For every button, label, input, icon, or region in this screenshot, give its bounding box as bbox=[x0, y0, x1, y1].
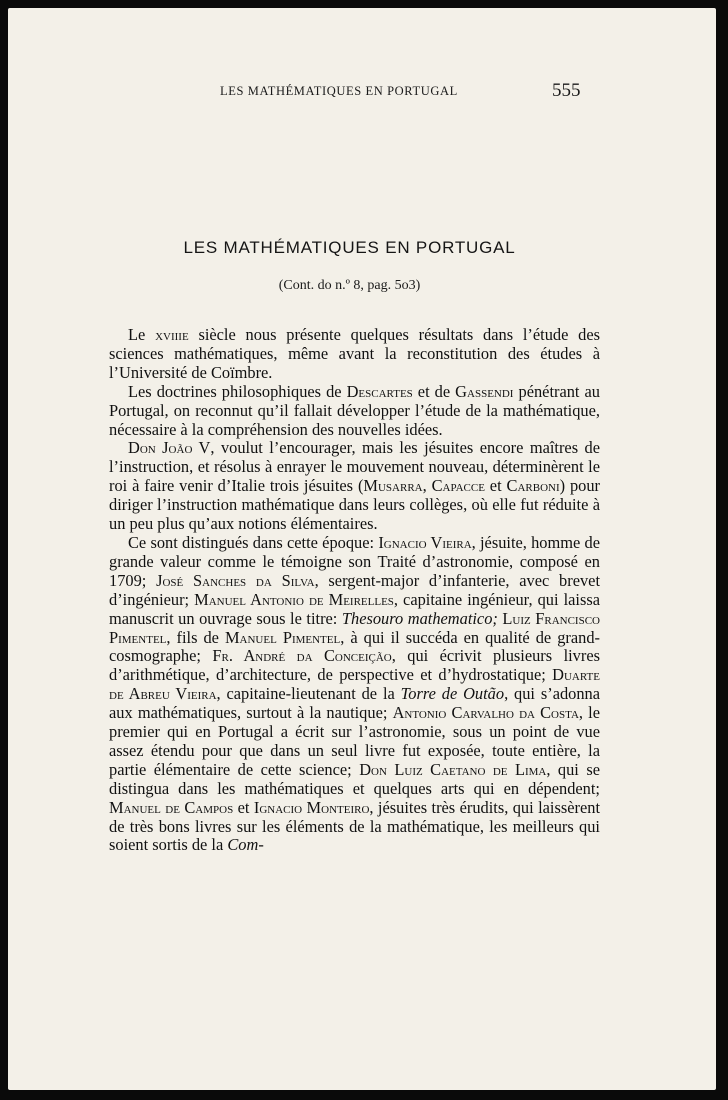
text-run: et bbox=[233, 797, 254, 817]
proper-name: Manuel de Campos bbox=[109, 797, 234, 817]
text-run: , voulut l’encourager, mais les jésuites encore maîtres de l’instruction, et résolus à enrayer le mouvement nouveau, déterminèrent le roi à faire venir d’Italie trois jésuites ( bbox=[109, 438, 600, 496]
text-run: , jésuites très érudits, qui laissèrent de très bons livres sur les éléments de la mathématique, les meilleurs qui soient sortis de la bbox=[109, 797, 601, 855]
text-run: , bbox=[422, 476, 432, 496]
italic-title: Com- bbox=[227, 835, 264, 855]
proper-name: Fr. André da Conceição bbox=[212, 646, 392, 666]
page-number: 555 bbox=[552, 80, 581, 101]
text-run: , le premier qui en Portugal a écrit sur l’astronomie, sous un point de vue assez étendu pour que dans un seul livre fut exposée, toute entière, la partie élémentaire de cette science; bbox=[109, 703, 600, 779]
proper-name: Manuel Pimentel bbox=[224, 627, 341, 647]
proper-name: Luiz Francisco Pimentel bbox=[109, 608, 600, 647]
proper-name: Ignacio Monteiro bbox=[253, 797, 370, 817]
proper-name: Musarra bbox=[363, 476, 423, 496]
text-run: , sergent-major d’infanterie, avec brevet d’ingénieur; bbox=[109, 570, 600, 609]
continuation-note: (Cont. do n.º 8, pag. 5o3) bbox=[278, 278, 421, 293]
running-head bbox=[8, 80, 716, 104]
text-run: Ce sont distingués dans cette époque: bbox=[128, 532, 379, 552]
proper-name: Capacce bbox=[431, 476, 485, 496]
text-run: Le bbox=[128, 325, 156, 344]
text-run: , fils de bbox=[166, 627, 225, 647]
italic-title: Torre de Outão bbox=[400, 684, 505, 704]
proper-name: Descartes bbox=[346, 381, 413, 401]
proper-name: Antonio Carvalho da Costa bbox=[392, 703, 579, 723]
text-run: et bbox=[484, 476, 507, 496]
paragraph bbox=[109, 534, 600, 855]
body-text bbox=[109, 326, 600, 855]
text-run: , à qui il succéda en qualité de grand-cosmographe; bbox=[109, 627, 600, 666]
text-run: , qui s’adonna aux mathématiques, surtout à la nautique; bbox=[109, 684, 601, 723]
proper-name: Ignacio Vieira bbox=[378, 532, 472, 552]
paragraph bbox=[109, 439, 600, 534]
proper-name: Carboni bbox=[506, 476, 560, 496]
text-run: pénétrant au Portugal, on reconnut qu’il fallait développer l’étude de la mathématique, nécessaire à la compréhension des nouvelles idées. bbox=[109, 381, 600, 439]
text-run: , capitaine-lieutenant de la bbox=[216, 684, 401, 704]
text-run: , capitaine ingénieur, qui laissa manuscrit un ouvrage sous le titre: bbox=[109, 589, 600, 628]
proper-name: Don João V bbox=[128, 438, 211, 458]
proper-name: José Sanches da Silva bbox=[156, 570, 315, 590]
text-run: et de bbox=[412, 381, 456, 401]
italic-title: Thesouro mathematico; bbox=[341, 608, 498, 628]
text-run: siècle nous présente quelques résultats dans l’étude des sciences mathématiques, même avant la reconstitution des études à l’Université de Coïmbre. bbox=[109, 325, 600, 382]
proper-name: xviiie bbox=[155, 325, 189, 344]
book-page bbox=[8, 8, 716, 1090]
proper-name: Don Luiz Caetano de Lima bbox=[359, 759, 547, 779]
proper-name: Gassendi bbox=[455, 381, 514, 401]
proper-name: Duarte de Abreu Vieira bbox=[109, 665, 600, 704]
proper-name: Manuel Antonio de Meirelles bbox=[194, 589, 394, 609]
paragraph bbox=[109, 383, 600, 440]
paragraph bbox=[109, 326, 600, 383]
text-run: , qui se distingua dans les mathématiques et quelques arts qui en dépendent; bbox=[109, 759, 600, 798]
article-title: LES MATHÉMATIQUES EN PORTUGAL bbox=[183, 238, 516, 257]
running-head-title: LES MATHÉMATIQUES EN PORTUGAL bbox=[220, 84, 458, 98]
text-run: ) pour diriger l’instruction mathématique dans leurs collèges, où elle fut réduite à un peu plus qu’aux notions élémentaires. bbox=[109, 476, 601, 534]
text-run: , qui écrivit plusieurs livres d’arithmétique, d’architecture, de perspective et d’hydrostatique; bbox=[109, 646, 600, 685]
text-run: , jésuite, homme de grande valeur comme le témoigne son Traité d’astronomie, composé en 1709; bbox=[109, 532, 600, 590]
text-run: Les doctrines philosophiques de bbox=[128, 381, 347, 401]
